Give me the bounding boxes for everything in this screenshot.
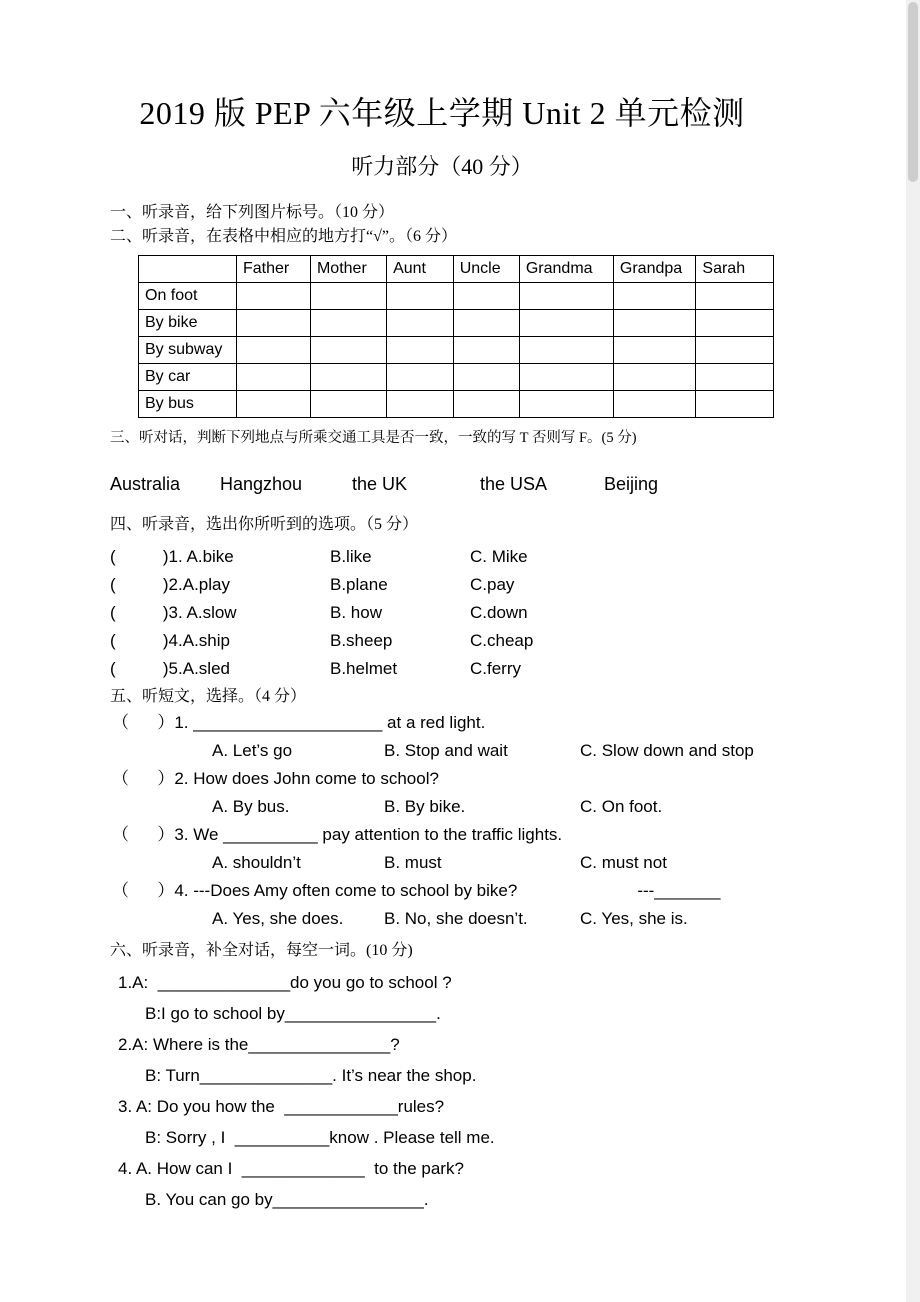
table-row-label: By bus: [139, 391, 237, 418]
answer-table: [138, 255, 774, 418]
dialog-line: B: Sorry , I __________know . Please tell me.: [145, 1128, 495, 1147]
table-cell: [453, 391, 519, 418]
dialog-line: 4. A. How can I _____________ to the park?: [118, 1159, 464, 1178]
question-stem-row: [110, 877, 774, 905]
table-header-cell: Father: [236, 256, 310, 283]
section-heading-2: 二、听录音，在表格中相应的地方打“√”。（6 分）: [110, 228, 457, 245]
option-a: A. By bus.: [212, 797, 290, 816]
table-cell: [453, 364, 519, 391]
question-stem-row: [110, 709, 774, 737]
table-header-cell: Grandpa: [613, 256, 696, 283]
choice-option-b: B.like: [330, 547, 372, 566]
dialog-completion-list: [110, 967, 774, 1215]
table-cell: [387, 337, 454, 364]
question-stem: （ ）4. ---Does Amy often come to school by bike?: [112, 881, 518, 900]
dialog-line: B: Turn______________. It’s near the shop.: [145, 1066, 477, 1085]
table-header-row: [139, 256, 774, 283]
table-cell: [696, 283, 774, 310]
table-cell: [696, 337, 774, 364]
options-row: [110, 737, 774, 765]
table-header-cell: Sarah: [696, 256, 774, 283]
table-cell: [387, 310, 454, 337]
choice-item: [110, 543, 774, 571]
table-cell: [236, 391, 310, 418]
dialog-line: B. You can go by________________.: [145, 1190, 429, 1209]
table-row: [139, 310, 774, 337]
question-stem-tail: ---_______: [637, 881, 721, 900]
options-row: [110, 905, 774, 933]
option-a: A. shouldn’t: [212, 853, 301, 872]
table-row-label: By subway: [139, 337, 237, 364]
choice-item: [110, 627, 774, 655]
choice-option-a: ( )2.A.play: [110, 575, 230, 594]
section-heading-6: 六、听录音，补全对话，每空一词。(10 分): [110, 942, 413, 959]
table-cell: [387, 283, 454, 310]
section-heading-4: 四、听录音，选出你所听到的选项。（5 分）: [110, 516, 419, 533]
question-stem-row: [110, 765, 774, 793]
table-row-label: By bike: [139, 310, 237, 337]
passage-question: [110, 709, 774, 765]
table-header-cell: Mother: [310, 256, 386, 283]
scrollbar-track[interactable]: [906, 0, 920, 1302]
table-row: [139, 337, 774, 364]
place-item: Beijing: [604, 474, 659, 494]
choice-option-a: ( )4.A.ship: [110, 631, 230, 650]
table-cell: [519, 283, 613, 310]
choice-option-c: C.ferry: [470, 659, 521, 678]
place-item: the UK: [352, 474, 408, 494]
table-cell: [310, 364, 386, 391]
dialog-line: 3. A: Do you how the ____________rules?: [118, 1097, 445, 1116]
table-header-cell: Grandma: [519, 256, 613, 283]
option-b: B. No, she doesn’t.: [384, 909, 528, 928]
table-cell: [310, 310, 386, 337]
listening-choice-list: [110, 543, 774, 683]
section-heading-3: 三、听对话，判断下列地点与所乘交通工具是否一致，一致的写 T 否则写 F。(5 分): [110, 430, 637, 446]
table-cell: [519, 310, 613, 337]
choice-item: [110, 599, 774, 627]
table-cell: [519, 337, 613, 364]
option-a: A. Let’s go: [212, 741, 293, 760]
options-row: [110, 793, 774, 821]
choice-option-b: B.helmet: [330, 659, 398, 678]
option-c: C. On foot.: [580, 797, 663, 816]
choice-item: [110, 571, 774, 599]
place-item: Australia: [110, 474, 181, 494]
table-cell: [236, 364, 310, 391]
option-b: B. By bike.: [384, 797, 466, 816]
choice-option-b: B.sheep: [330, 631, 393, 650]
table-header-cell: Aunt: [387, 256, 454, 283]
table-row-label: On foot: [139, 283, 237, 310]
table-cell: [236, 337, 310, 364]
section-heading-1: 一、听录音，给下列图片标号。（10 分）: [110, 204, 395, 221]
choice-option-b: B.plane: [330, 575, 388, 594]
table-cell: [387, 364, 454, 391]
option-c: C. Slow down and stop: [580, 741, 754, 760]
table-cell: [613, 391, 696, 418]
option-a: A. Yes, she does.: [212, 909, 344, 928]
table-row: [139, 391, 774, 418]
passage-question-list: [110, 709, 774, 933]
option-c: C. must not: [580, 853, 667, 872]
table-cell: [613, 283, 696, 310]
place-item: the USA: [480, 474, 548, 494]
place-item: Hangzhou: [220, 474, 303, 494]
table-cell: [453, 337, 519, 364]
table-cell: [696, 364, 774, 391]
page-subtitle: 听力部分（40 分）: [351, 154, 533, 179]
section-heading-5: 五、听短文，选择。（4 分）: [110, 688, 307, 705]
option-b: B. must: [384, 853, 442, 872]
table-header-cell: Uncle: [453, 256, 519, 283]
table-cell: [519, 364, 613, 391]
choice-option-c: C.cheap: [470, 631, 534, 650]
passage-question: [110, 877, 774, 933]
scrollbar-thumb[interactable]: [908, 2, 918, 182]
choice-item: [110, 655, 774, 683]
table-row: [139, 364, 774, 391]
choice-option-a: ( )1. A.bike: [110, 547, 234, 566]
table-cell: [453, 283, 519, 310]
table-cell: [696, 391, 774, 418]
table-cell: [613, 337, 696, 364]
passage-question: [110, 765, 774, 821]
dialog-line: B:I go to school by________________.: [145, 1004, 441, 1023]
question-stem: （ ）1. ____________________ at a red light.: [112, 713, 486, 732]
question-stem-row: [110, 821, 774, 849]
table-cell: [696, 310, 774, 337]
table-cell: [519, 391, 613, 418]
question-stem: （ ）3. We __________ pay attention to the traffic lights.: [112, 825, 563, 844]
dialog-line: 2.A: Where is the_______________?: [118, 1035, 400, 1054]
page-title: 2019 版 PEP 六年级上学期 Unit 2 单元检测: [139, 95, 745, 131]
table-cell: [236, 310, 310, 337]
question-stem: （ ）2. How does John come to school?: [112, 769, 439, 788]
table-cell: [613, 364, 696, 391]
table-row: [139, 283, 774, 310]
passage-question: [110, 821, 774, 877]
option-c: C. Yes, she is.: [580, 909, 688, 928]
table-row-label: By car: [139, 364, 237, 391]
table-cell: [236, 283, 310, 310]
dialog-line: 1.A: ______________do you go to school ?: [118, 973, 452, 992]
options-row: [110, 849, 774, 877]
choice-option-a: ( )3. A.slow: [110, 603, 237, 622]
choice-option-b: B. how: [330, 603, 382, 622]
table-cell: [387, 391, 454, 418]
table-cell: [310, 337, 386, 364]
choice-option-c: C.down: [470, 603, 528, 622]
choice-option-c: C.pay: [470, 575, 515, 594]
table-corner-cell: [139, 256, 237, 283]
places-row: [110, 474, 774, 495]
table-cell: [453, 310, 519, 337]
table-cell: [310, 391, 386, 418]
option-b: B. Stop and wait: [384, 741, 508, 760]
choice-option-c: C. Mike: [470, 547, 528, 566]
table-cell: [613, 310, 696, 337]
choice-option-a: ( )5.A.sled: [110, 659, 230, 678]
table-cell: [310, 283, 386, 310]
